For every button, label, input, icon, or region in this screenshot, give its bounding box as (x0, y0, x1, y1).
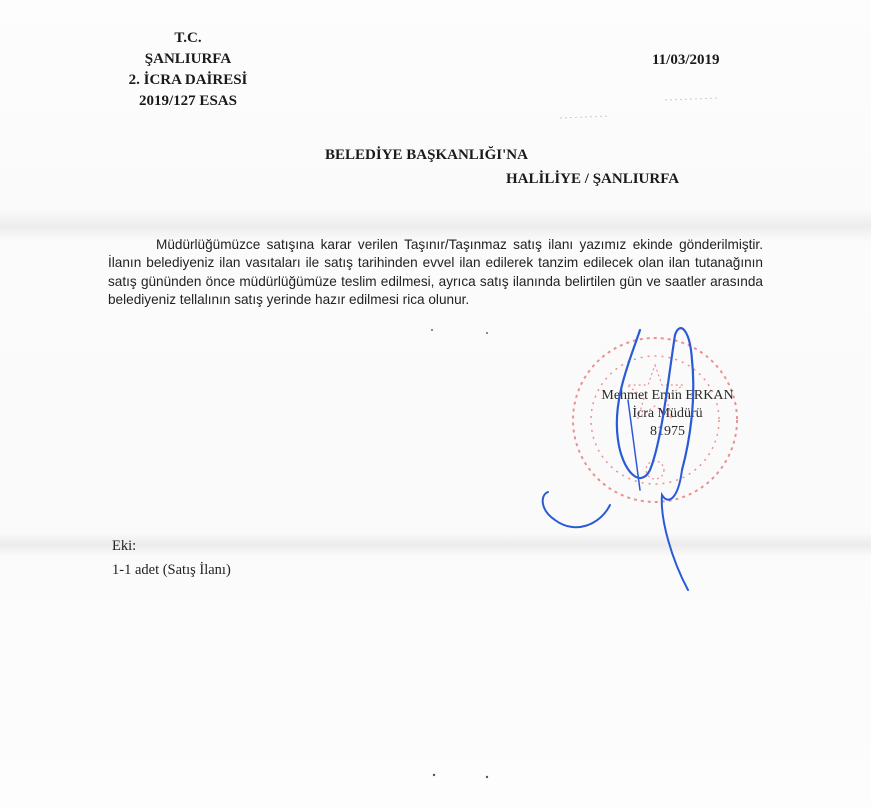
header-line-case-number: 2019/127 ESAS (139, 93, 237, 109)
signatory-name: Mehmet Emin ERKAN (601, 388, 734, 403)
signature-block (580, 387, 755, 441)
signatory-number: 81975 (650, 424, 685, 439)
attachments-label: Eki: (112, 538, 137, 554)
signatory-title: İcra Müdürü (632, 406, 703, 421)
attachment-item: 1-1 adet (Satış İlanı) (112, 562, 231, 578)
recipient-line-2: HALİLİYE / ŞANLIURFA (506, 171, 680, 187)
header-line-office: 2. İCRA DAİRESİ (128, 72, 248, 88)
header-line-city: ŞANLIURFA (144, 51, 232, 67)
recipient-line-1: BELEDİYE BAŞKANLIĞI'NA (325, 147, 528, 163)
issuing-office-header (108, 28, 268, 112)
document-date: 11/03/2019 (652, 52, 720, 68)
header-line-country: T.C. (174, 30, 202, 46)
letter-body: Müdürlüğümüzce satışına karar verilen Taşınır/Taşınmaz satış ilanı yazımız ekinde gönderilmiştir. İlanın belediyeniz ilan vasıtaları ile satış tarihinden evvel ilan edilerek tanzim edilecek olan ilan tutanağının satış gününden önce müdürlüğümüze teslim edilmesi, ayrıca satış ilanında belirtilen gün ve saatler arasında belediyeniz tellalının satış yerinde hazır edilmesi rica olunur. (108, 237, 763, 308)
